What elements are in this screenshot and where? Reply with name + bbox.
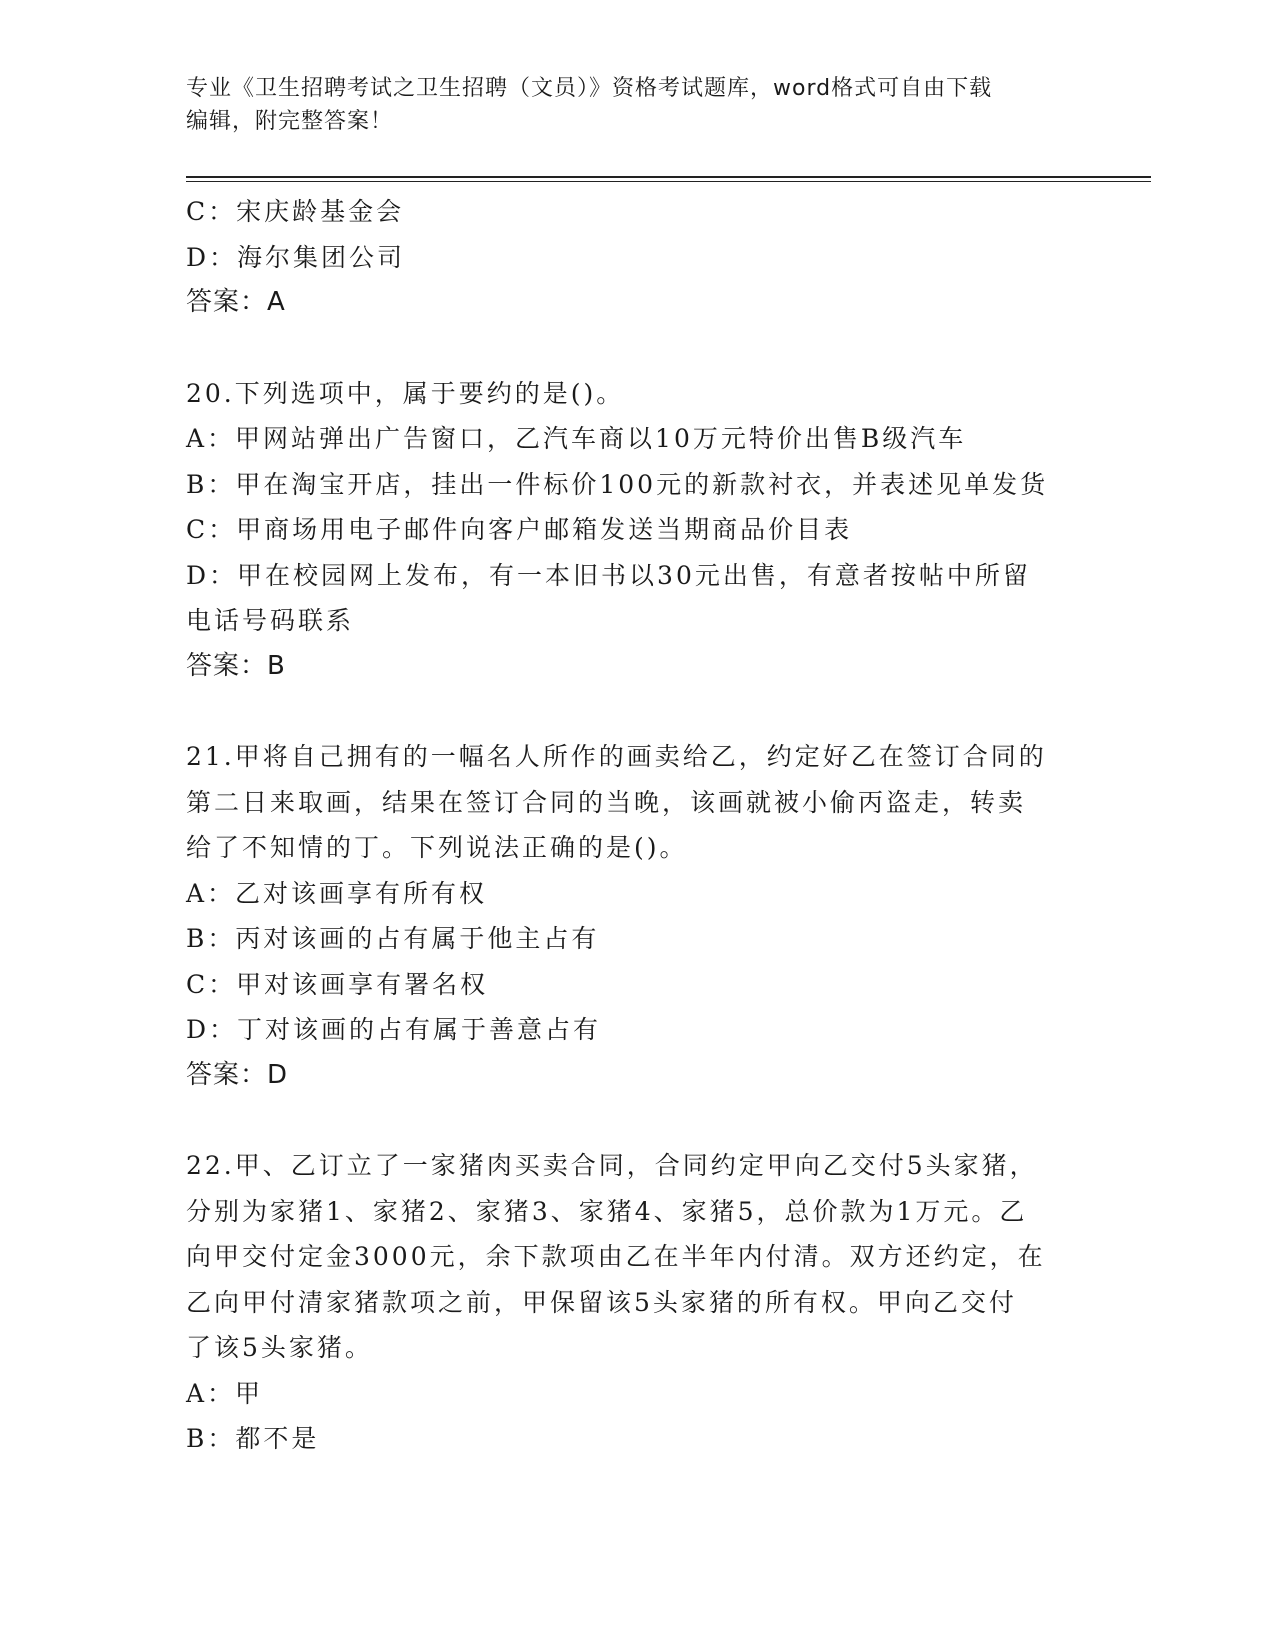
header-divider-thick <box>186 176 1151 178</box>
page-header <box>186 72 1066 138</box>
spacer <box>186 1098 1086 1143</box>
question-content <box>186 189 1086 1462</box>
question-stem-continued: 第二日来取画，结果在签订合同的当晚，该画就被小偷丙盗走，转卖 <box>186 787 1027 817</box>
question-stem-continued: 向甲交付定金3000元，余下款项由乙在半年内付清。双方还约定，在 <box>186 1242 1046 1271</box>
question-stem-continued: 乙向甲付清家猪款项之前，甲保留该5头家猪的所有权。甲向乙交付 <box>186 1287 1017 1317</box>
option-c: C：甲对该画享有署名权 <box>186 969 489 999</box>
spacer <box>186 326 1086 371</box>
question-stem-continued: 分别为家猪1、家猪2、家猪3、家猪4、家猪5，总价款为1万元。乙 <box>186 1196 1028 1226</box>
question-22 <box>186 1143 1086 1462</box>
option-b: B：丙对该画的占有属于他主占有 <box>186 924 600 953</box>
option-b: B：都不是 <box>186 1424 320 1453</box>
question-21 <box>186 734 1086 1098</box>
answer: 答案：B <box>186 650 286 681</box>
header-divider-thin <box>186 181 1151 182</box>
answer: 答案：A <box>186 287 286 317</box>
option-d: D：海尔集团公司 <box>186 242 406 272</box>
option-a: A：甲 <box>186 1378 264 1408</box>
header-line-1: 专业《卫生招聘考试之卫生招聘（文员）》资格考试题库，word格式可自由下载 <box>186 76 993 101</box>
question-stem: 20.下列选项中，属于要约的是()。 <box>186 378 625 408</box>
option-a: A：乙对该画享有所有权 <box>186 878 488 908</box>
question-stem-continued: 了该5头家猪。 <box>186 1333 373 1362</box>
question-19-tail <box>186 189 1086 326</box>
question-stem: 22.甲、乙订立了一家猪肉买卖合同，合同约定甲向乙交付5头家猪， <box>186 1151 1038 1180</box>
option-d-continued: 电话号码联系 <box>186 606 355 635</box>
header-line-2: 编辑，附完整答案！ <box>186 109 394 134</box>
option-d: D：甲在校园网上发布，有一本旧书以30元出售，有意者按帖中所留 <box>186 560 1031 590</box>
question-stem-continued: 给了不知情的丁。下列说法正确的是()。 <box>186 833 688 862</box>
option-b: B：甲在淘宝开店，挂出一件标价100元的新款衬衣，并表述见单发货 <box>186 469 1049 499</box>
option-c: C：甲商场用电子邮件向客户邮箱发送当期商品价目表 <box>186 515 853 544</box>
option-c: C：宋庆龄基金会 <box>186 197 405 226</box>
question-20 <box>186 371 1086 690</box>
option-a: A：甲网站弹出广告窗口，乙汽车商以10万元特价出售B级汽车 <box>186 424 967 453</box>
answer: 答案：D <box>186 1059 289 1090</box>
question-stem: 21.甲将自己拥有的一幅名人所作的画卖给乙，约定好乙在签订合同的 <box>186 742 1047 771</box>
option-d: D：丁对该画的占有属于善意占有 <box>186 1015 602 1044</box>
spacer <box>186 689 1086 734</box>
